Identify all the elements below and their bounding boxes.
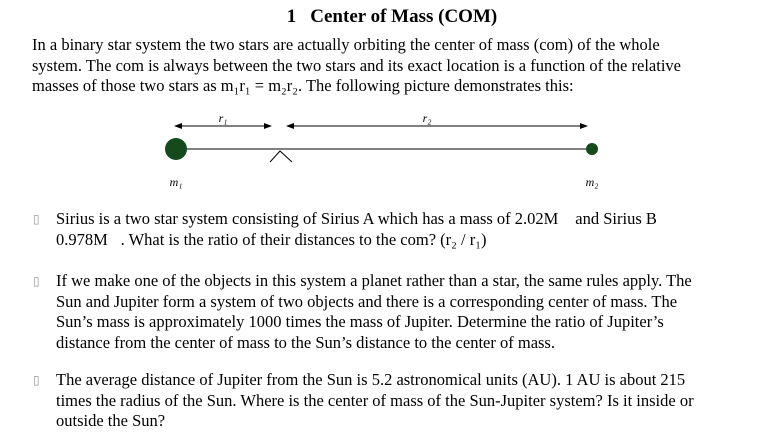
question-line: Sun’s mass is approximately 1000 times the mass of Jupiter. Determine the ratio of Jupiter’s — [56, 312, 664, 331]
question-line: The average distance of Jupiter from the Sun is 5.2 astronomical units (AU). 1 AU is about 215 — [56, 370, 686, 389]
question-line: outside the Sun? — [56, 411, 166, 430]
question-line: Sirius is a two star system consisting of Sirius A which has a mass of 2.02M⃓ and Sirius B — [56, 209, 657, 228]
r1-label: r₁ — [218, 111, 228, 125]
question-bullet: ▯ — [33, 274, 40, 288]
m1-label: m₁ — [169, 175, 183, 189]
section-title: Center of Mass (COM) — [310, 6, 498, 27]
com-diagram — [0, 108, 784, 198]
intro-line: In a binary star system the two stars are actually orbiting the center of mass (com) of the whole — [32, 35, 660, 54]
question-line: If we make one of the objects in this system a planet rather than a star, the same rules apply. The — [56, 271, 692, 290]
question-3 — [56, 370, 776, 432]
m2-label: m₂ — [585, 175, 599, 189]
intro-paragraph — [32, 35, 772, 97]
r2-arrowhead-right — [580, 123, 588, 129]
center-of-mass-fulcrum — [270, 151, 292, 162]
r2-label: r₂ — [422, 111, 432, 125]
r1-arrowhead-right — [264, 123, 272, 129]
intro-line: masses of those two stars as m₁r₁ = m₂r₂. The following picture demonstrates this: — [32, 76, 574, 95]
question-line: times the radius of the Sun. Where is the center of mass of the Sun-Jupiter system? Is it inside or — [56, 390, 694, 410]
question-2 — [56, 271, 776, 353]
question-line: distance from the center of mass to the Sun’s distance to the center of mass. — [56, 332, 555, 352]
intro-line: system. The com is always between the two stars and its exact location is a function of the relative — [32, 55, 681, 75]
section-number: 1 — [286, 6, 297, 27]
question-line: Sun and Jupiter form a system of two objects and there is a corresponding center of mass. The — [56, 291, 678, 311]
question-1 — [56, 209, 776, 250]
star-m2 — [586, 143, 598, 155]
question-line: 0.978M⃓. What is the ratio of their distances to the com? (r₂ / r₁) — [56, 229, 487, 249]
question-bullet: ▯ — [33, 373, 40, 387]
section-heading — [0, 6, 784, 28]
question-bullet: ▯ — [33, 212, 40, 226]
star-m1 — [165, 138, 187, 160]
r2-arrowhead-left — [286, 123, 294, 129]
r1-arrowhead-left — [174, 123, 182, 129]
